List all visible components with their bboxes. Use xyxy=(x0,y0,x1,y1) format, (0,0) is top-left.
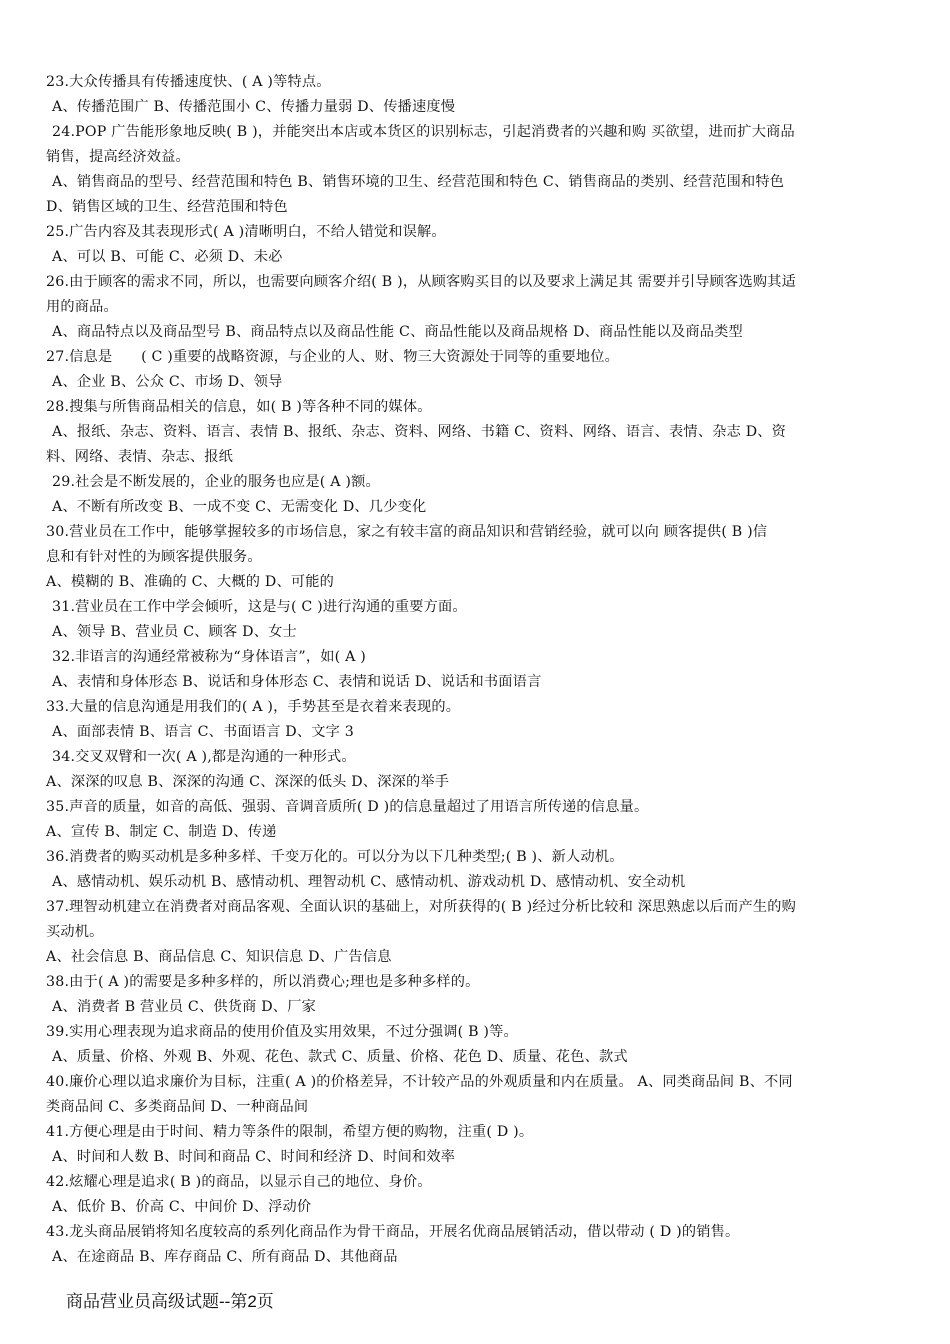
text-line: 43.龙头商品展销将知名度较高的系列化商品作为骨干商品，开展名优商品展销活动，借以带动 ( D )的销售。 xyxy=(46,1224,740,1240)
text-line: A、消费者 B 营业员 C、供货商 D、厂家 xyxy=(52,999,316,1015)
text-line: 料、网络、表情、杂志、报纸 xyxy=(46,449,234,465)
text-line: A、销售商品的型号、经营范围和特色 B、销售环境的卫生、经营范围和特色 C、销售商品的类别、经营范围和特色 xyxy=(52,174,785,190)
text-line: A、社会信息 B、商品信息 C、知识信息 D、广告信息 xyxy=(46,949,392,965)
document-body xyxy=(46,70,908,1270)
text-line: A、传播范围广 B、传播范围小 C、传播力量弱 D、传播速度慢 xyxy=(52,99,456,115)
text-line: 24.POP 广告能形象地反映( B )，并能突出本店或本货区的识别标志，引起消费者的兴趣和购 买欲望，进而扩大商品 xyxy=(52,124,795,140)
text-line: 35.声音的质量，如音的高低、强弱、音调音质所( D )的信息量超过了用语言所传递的信息量。 xyxy=(46,799,649,815)
text-line: 32.非语言的沟通经常被称为“身体语言”，如( A ) xyxy=(52,649,366,665)
text-line: 42.炫耀心理是追求( B )的商品，以显示自己的地位、身价。 xyxy=(46,1174,432,1190)
text-line: A、领导 B、营业员 C、顾客 D、女士 xyxy=(52,624,297,640)
text-line: A、表情和身体形态 B、说话和身体形态 C、表情和说话 D、说话和书面语言 xyxy=(52,674,542,690)
text-line: A、不断有所改变 B、一成不变 C、无需变化 D、几少变化 xyxy=(52,499,427,515)
text-line: 33.大量的信息沟通是用我们的( A )，手势甚至是衣着来表现的。 xyxy=(46,699,461,715)
text-line: A、低价 B、价高 C、中间价 D、浮动价 xyxy=(52,1199,312,1215)
text-line: 40.廉价心理以追求廉价为目标，注重( A )的价格差异，不计较产品的外观质量和内在质量。 A、同类商品间 B、不同 xyxy=(46,1074,793,1090)
text-line: 29.社会是不断发展的，企业的服务也应是( A )额。 xyxy=(52,474,380,490)
text-line: A、宣传 B、制定 C、制造 D、传递 xyxy=(46,824,277,840)
text-line: 25.广告内容及其表现形式( A )清晰明白，不给人错觉和误解。 xyxy=(46,224,446,240)
text-line: 类商品间 C、多类商品间 D、一种商品间 xyxy=(46,1099,309,1115)
text-line: 41.方便心理是由于时间、精力等条件的限制，希望方便的购物，注重( D )。 xyxy=(46,1124,534,1140)
text-line: 34.交叉双臂和一次( A ),都是沟通的一种形式。 xyxy=(52,749,356,765)
text-line: 用的商品。 xyxy=(46,299,118,315)
text-line: 27.信息是 ( C )重要的战略资源，与企业的人、财、物三大资源处于同等的重要地位。 xyxy=(46,349,620,365)
text-line: 38.由于( A )的需要是多种多样的，所以消费心;理也是多种多样的。 xyxy=(46,974,480,990)
text-line: 息和有针对性的为顾客提供服务。 xyxy=(46,549,262,565)
text-line: A、商品特点以及商品型号 B、商品特点以及商品性能 C、商品性能以及商品规格 D、商品性能以及商品类型 xyxy=(52,324,743,340)
text-line: 39.实用心理表现为追求商品的使用价值及实用效果，不过分强调( B )等。 xyxy=(46,1024,518,1040)
text-line: A、可以 B、可能 C、必须 D、未必 xyxy=(52,249,283,265)
text-line: A、企业 B、公众 C、市场 D、领导 xyxy=(52,374,283,390)
text-line: A、模糊的 B、准确的 C、大概的 D、可能的 xyxy=(46,574,335,590)
text-line: A、感情动机、娱乐动机 B、感情动机、理智动机 C、感情动机、游戏动机 D、感情动机、安全动机 xyxy=(52,874,686,890)
text-line: 23.大众传播具有传播速度快、( A )等特点。 xyxy=(46,74,331,90)
text-line: A、在途商品 B、库存商品 C、所有商品 D、其他商品 xyxy=(52,1249,398,1265)
text-line: 36.消费者的购买动机是多种多样、千变万化的。可以分为以下几种类型;( B )、新人动机。 xyxy=(46,849,624,865)
text-line: 销售，提高经济效益。 xyxy=(46,149,190,165)
text-line: A、报纸、杂志、资料、语言、表情 B、报纸、杂志、资料、网络、书籍 C、资料、网络、语言、表情、杂志 D、资 xyxy=(52,424,787,440)
text-line: 28.搜集与所售商品相关的信息，如( B )等各种不同的媒体。 xyxy=(46,399,432,415)
text-line: 30.营业员在工作中，能够掌握较多的市场信息，家之有较丰富的商品知识和营销经验，就可以向 顾客提供( B )信 xyxy=(46,524,768,540)
text-line: A、深深的叹息 B、深深的沟通 C、深深的低头 D、深深的举手 xyxy=(46,774,450,790)
text-line: D、销售区域的卫生、经营范围和特色 xyxy=(46,199,288,215)
text-line: A、质量、价格、外观 B、外观、花色、款式 C、质量、价格、花色 D、质量、花色、款式 xyxy=(52,1049,628,1065)
text-line: 买动机。 xyxy=(46,924,104,940)
page-footer: 商品营业员高级试题--第2页 xyxy=(66,1292,274,1311)
text-line: A、时间和人数 B、时间和商品 C、时间和经济 D、时间和效率 xyxy=(52,1149,456,1165)
text-line: 37.理智动机建立在消费者对商品客观、全面认识的基础上，对所获得的( B )经过分析比较和 深思熟虑以后而产生的购 xyxy=(46,899,796,915)
text-line: 31.营业员在工作中学会倾听，这是与( C )进行沟通的重要方面。 xyxy=(52,599,467,615)
text-line: A、面部表情 B、语言 C、书面语言 D、文字 3 xyxy=(52,724,354,740)
text-line: 26.由于顾客的需求不同，所以，也需要向顾客介绍( B )，从顾客购买目的以及要求上满足其 需要并引导顾客选购其适 xyxy=(46,274,796,290)
